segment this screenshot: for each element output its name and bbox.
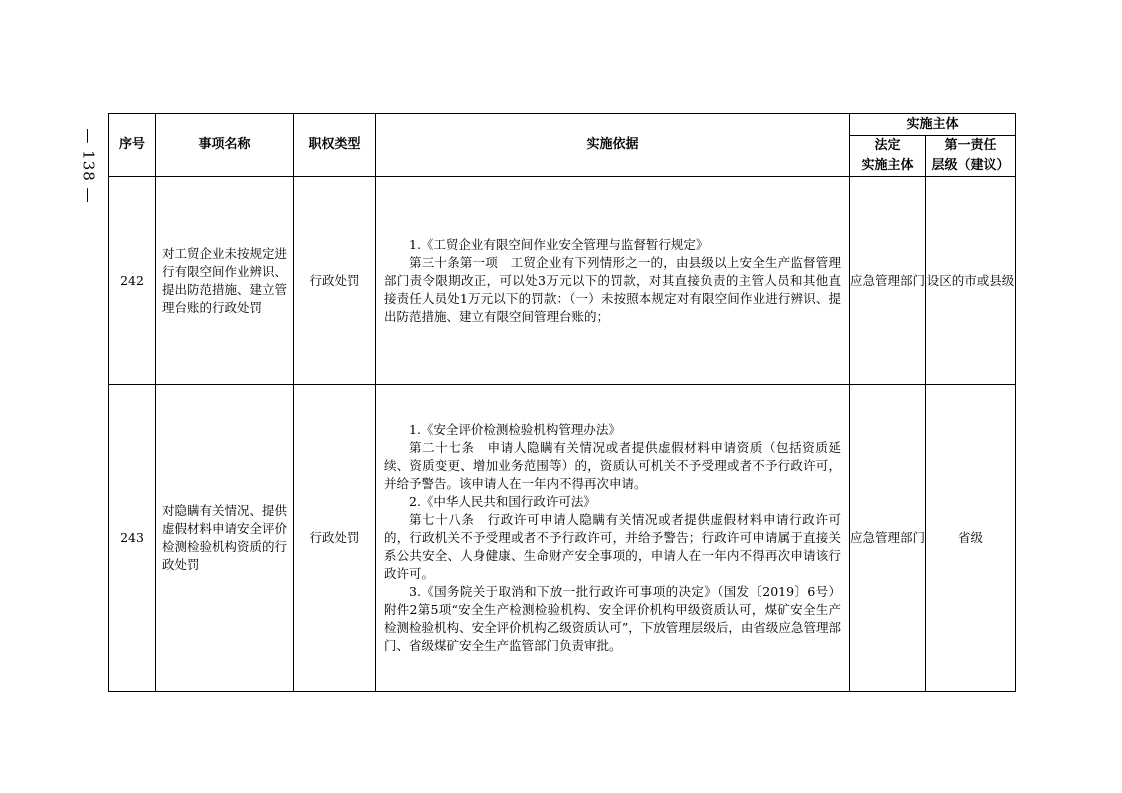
row-type: 行政处罚 bbox=[294, 177, 376, 385]
row-basis bbox=[376, 385, 850, 692]
row-level: 设区的市或县级 bbox=[926, 177, 1016, 385]
row-level: 省级 bbox=[926, 385, 1016, 692]
header-type: 职权类型 bbox=[294, 114, 376, 177]
basis-paragraph: 第七十八条 行政许可申请人隐瞒有关情况或者提供虚假材料申请行政许可的，行政机关不予受理或者不予行政许可，并给予警告；行政许可申请属于直接关系公共安全、人身健康、生命财产安全事项的，申请人在一年内不得再次申请该行政许可。 bbox=[384, 512, 841, 581]
header-level-line2: 层级（建议） bbox=[931, 158, 1010, 173]
basis-paragraph: 第三十条第一项 工贸企业有下列情形之一的，由县级以上安全生产监督管理部门责令限期改正，可以处3万元以下的罚款，对其直接负责的主管人员和其他直接责任人员处1万元以下的罚款：（一）未按照本规定对有限空间作业进行辨识、提出防范措施、建立有限空间管理台账的； bbox=[384, 254, 841, 324]
basis-paragraph: 第二十七条 申请人隐瞒有关情况或者提供虚假材料申请资质（包括资质延续、资质变更、增加业务范围等）的，资质认可机关不予受理或者不予行政许可，并给予警告。该申请人在一年内不得再次申请。 bbox=[384, 440, 841, 491]
row-seq: 242 bbox=[109, 177, 156, 385]
row-type: 行政处罚 bbox=[294, 385, 376, 692]
basis-paragraph: 1.《工贸企业有限空间作业安全管理与监督暂行规定》 bbox=[409, 236, 709, 252]
basis-paragraph: 2.《中华人民共和国行政许可法》 bbox=[409, 494, 596, 509]
header-legal-subject-line2: 实施主体 bbox=[861, 158, 914, 173]
basis-paragraph: 1.《安全评价检测检验机构管理办法》 bbox=[409, 422, 621, 437]
header-basis: 实施依据 bbox=[376, 114, 850, 177]
header-level bbox=[926, 136, 1016, 177]
basis-paragraph: 3.《国务院关于取消和下放一批行政许可事项的决定》（国发〔2019〕6号）附件2第5项“安全生产检测检验机构、安全评价机构甲级资质认可，煤矿安全生产检测检验机构、安全评价机构乙级资质认可”，下放管理层级后，由省级应急管理部门、省级煤矿安全生产监管部门负责审批。 bbox=[384, 584, 841, 653]
row-legal-subject: 应急管理部门 bbox=[850, 177, 926, 385]
row-seq: 243 bbox=[109, 385, 156, 692]
header-seq: 序号 bbox=[109, 114, 156, 177]
table-row bbox=[109, 385, 1016, 692]
page-number-text: — 138 — bbox=[80, 128, 99, 204]
header-level-line1: 第一责任 bbox=[944, 138, 997, 153]
row-name: 对工贸企业未按规定进行有限空间作业辨识、提出防范措施、建立管理台账的行政处罚 bbox=[156, 177, 294, 385]
header-legal-subject-line1: 法定 bbox=[874, 138, 901, 153]
authority-list-table bbox=[108, 113, 1016, 692]
row-legal-subject: 应急管理部门 bbox=[850, 385, 926, 692]
header-name: 事项名称 bbox=[156, 114, 294, 177]
row-basis bbox=[376, 177, 850, 385]
header-legal-subject bbox=[850, 136, 926, 177]
row-name: 对隐瞒有关情况、提供虚假材料申请安全评价检测检验机构资质的行政处罚 bbox=[156, 385, 294, 692]
table-header-row bbox=[109, 114, 1016, 136]
table-row bbox=[109, 177, 1016, 385]
page-number bbox=[78, 116, 100, 216]
header-subject-group: 实施主体 bbox=[850, 114, 1016, 136]
